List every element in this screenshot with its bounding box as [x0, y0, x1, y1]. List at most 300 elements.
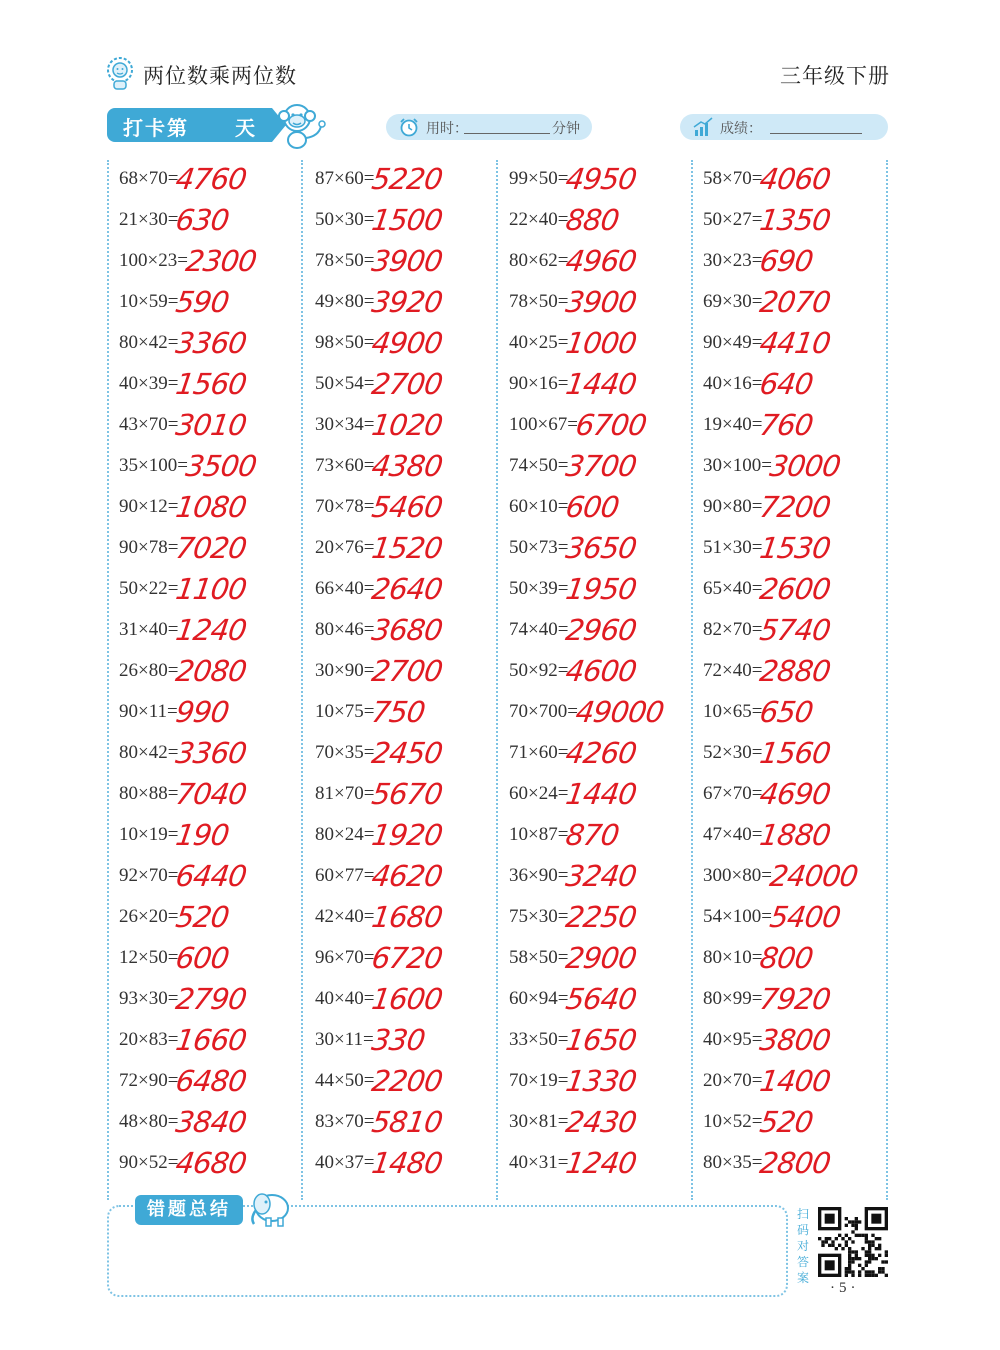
handwritten-answer[interactable]: 4950 [563, 162, 639, 196]
problem-item [691, 775, 886, 816]
handwritten-answer[interactable]: 1680 [369, 900, 445, 934]
problem-item [691, 693, 886, 734]
handwritten-answer[interactable]: 3800 [757, 1023, 833, 1057]
problem-expression: 98×50= [315, 332, 375, 353]
handwritten-answer[interactable]: 24000 [767, 859, 860, 893]
problem-item [107, 857, 302, 898]
handwritten-answer[interactable]: 1350 [757, 203, 833, 237]
problem-item [691, 242, 886, 283]
handwritten-answer[interactable]: 880 [563, 203, 621, 237]
problem-expression: 50×39= [509, 578, 569, 599]
handwritten-answer[interactable]: 6480 [173, 1064, 249, 1098]
problem-item [303, 693, 498, 734]
problem-expression: 40×39= [119, 373, 179, 394]
problem-expression: 60×77= [315, 865, 375, 886]
handwritten-answer[interactable]: 3680 [369, 613, 445, 647]
problem-expression: 30×100= [703, 455, 772, 476]
problem-expression: 51×30= [703, 537, 763, 558]
problem-expression: 50×27= [703, 209, 763, 230]
handwritten-answer[interactable]: 1080 [173, 490, 249, 524]
handwritten-answer[interactable]: 2430 [563, 1105, 639, 1139]
problem-item [107, 775, 302, 816]
problem-item [107, 201, 302, 242]
bar-chart-icon [692, 117, 714, 137]
handwritten-answer[interactable]: 2700 [369, 654, 445, 688]
problem-item [303, 939, 498, 980]
problem-item [107, 1021, 302, 1062]
problem-item [303, 529, 498, 570]
problem-item [107, 816, 302, 857]
problem-expression: 80×62= [509, 250, 569, 271]
problem-item [107, 406, 302, 447]
handwritten-answer[interactable]: 5740 [757, 613, 833, 647]
problem-expression: 60×10= [509, 496, 569, 517]
handwritten-answer[interactable]: 4410 [757, 326, 833, 360]
handwritten-answer[interactable]: 1650 [563, 1023, 639, 1057]
handwritten-answer[interactable]: 520 [757, 1105, 815, 1139]
handwritten-answer[interactable]: 3010 [173, 408, 249, 442]
handwritten-answer[interactable]: 2450 [369, 736, 445, 770]
handwritten-answer[interactable]: 4900 [369, 326, 445, 360]
problem-expression: 60×94= [509, 988, 569, 1009]
handwritten-answer[interactable]: 5220 [369, 162, 445, 196]
problem-expression: 300×80= [703, 865, 772, 886]
handwritten-answer[interactable]: 2790 [173, 982, 249, 1016]
handwritten-answer[interactable]: 1560 [173, 367, 249, 401]
handwritten-answer[interactable]: 590 [173, 285, 231, 319]
problem-item [107, 365, 302, 406]
checkin-label: 打卡第 [123, 116, 189, 140]
problem-expression: 80×46= [315, 619, 375, 640]
handwritten-answer[interactable]: 1500 [369, 203, 445, 237]
handwritten-answer[interactable]: 520 [173, 900, 231, 934]
problem-item [691, 652, 886, 693]
elephant-icon [246, 1188, 296, 1228]
handwritten-answer[interactable]: 3840 [173, 1105, 249, 1139]
problem-expression: 50×22= [119, 578, 179, 599]
handwritten-answer[interactable]: 1020 [369, 408, 445, 442]
problem-expression: 43×70= [119, 414, 179, 435]
handwritten-answer[interactable]: 2640 [369, 572, 445, 606]
handwritten-answer[interactable]: 870 [563, 818, 621, 852]
problem-item [497, 980, 692, 1021]
problem-item [303, 242, 498, 283]
problem-item [303, 1062, 498, 1103]
problem-expression: 48×80= [119, 1111, 179, 1132]
problem-expression: 22×40= [509, 209, 569, 230]
problem-expression: 10×65= [703, 701, 763, 722]
handwritten-answer[interactable]: 5640 [563, 982, 639, 1016]
problem-item [107, 570, 302, 611]
handwritten-answer[interactable]: 1400 [757, 1064, 833, 1098]
problem-expression: 21×30= [119, 209, 179, 230]
handwritten-answer[interactable]: 3360 [173, 326, 249, 360]
problem-item [497, 447, 692, 488]
problem-expression: 20×70= [703, 1070, 763, 1091]
handwritten-answer[interactable]: 1000 [563, 326, 639, 360]
problem-expression: 90×52= [119, 1152, 179, 1173]
problem-expression: 73×60= [315, 455, 375, 476]
handwritten-answer[interactable]: 2800 [757, 1146, 833, 1180]
problem-item [691, 406, 886, 447]
problem-item [497, 488, 692, 529]
problem-item [107, 242, 302, 283]
problem-expression: 100×67= [509, 414, 578, 435]
problem-item [303, 652, 498, 693]
problem-expression: 35×100= [119, 455, 188, 476]
problem-expression: 49×80= [315, 291, 375, 312]
problem-item [107, 611, 302, 652]
problem-item [497, 201, 692, 242]
problem-item [497, 898, 692, 939]
problem-expression: 80×42= [119, 742, 179, 763]
problem-item [303, 324, 498, 365]
problem-expression: 10×52= [703, 1111, 763, 1132]
handwritten-answer[interactable]: 4260 [563, 736, 639, 770]
handwritten-answer[interactable]: 600 [173, 941, 231, 975]
handwritten-answer[interactable]: 1240 [563, 1146, 639, 1180]
problem-item [303, 201, 498, 242]
handwritten-answer[interactable]: 6720 [369, 941, 445, 975]
time-unit: 分钟 [552, 121, 580, 137]
problem-item [497, 1144, 692, 1185]
handwritten-answer[interactable]: 650 [757, 695, 815, 729]
score-label: 成绩： [720, 121, 762, 137]
handwritten-answer[interactable]: 3900 [369, 244, 445, 278]
handwritten-answer[interactable]: 690 [757, 244, 815, 278]
problem-expression: 12×50= [119, 947, 179, 968]
handwritten-answer[interactable]: 1660 [173, 1023, 249, 1057]
problem-item [497, 1021, 692, 1062]
handwritten-answer[interactable]: 3900 [563, 285, 639, 319]
problem-expression: 26×20= [119, 906, 179, 927]
problem-expression: 10×75= [315, 701, 375, 722]
problem-expression: 90×78= [119, 537, 179, 558]
handwritten-answer[interactable]: 4380 [369, 449, 445, 483]
handwritten-answer[interactable]: 3360 [173, 736, 249, 770]
handwritten-answer[interactable]: 7920 [757, 982, 833, 1016]
problem-item [497, 693, 692, 734]
problem-item [303, 160, 498, 201]
problem-expression: 30×90= [315, 660, 375, 681]
problem-expression: 67×70= [703, 783, 763, 804]
problem-expression: 72×90= [119, 1070, 179, 1091]
handwritten-answer[interactable]: 600 [563, 490, 621, 524]
handwritten-answer[interactable]: 49000 [573, 695, 666, 729]
problem-expression: 52×30= [703, 742, 763, 763]
problem-item [303, 406, 498, 447]
problem-expression: 66×40= [315, 578, 375, 599]
problem-expression: 80×35= [703, 1152, 763, 1173]
problem-item [691, 939, 886, 980]
handwritten-answer[interactable]: 1440 [563, 367, 639, 401]
handwritten-answer[interactable]: 3700 [563, 449, 639, 483]
problem-expression: 60×24= [509, 783, 569, 804]
problem-expression: 80×24= [315, 824, 375, 845]
problem-expression: 80×42= [119, 332, 179, 353]
problem-item [691, 324, 886, 365]
problem-expression: 87×60= [315, 168, 375, 189]
problem-item [107, 447, 302, 488]
handwritten-answer[interactable]: 5670 [369, 777, 445, 811]
problem-expression: 10×87= [509, 824, 569, 845]
problem-expression: 74×50= [509, 455, 569, 476]
checkin-unit: 天 [235, 116, 255, 140]
problem-expression: 20×83= [119, 1029, 179, 1050]
lion-logo-icon [105, 56, 135, 90]
handwritten-answer[interactable]: 2880 [757, 654, 833, 688]
problem-expression: 42×40= [315, 906, 375, 927]
problem-item [691, 1062, 886, 1103]
handwritten-answer[interactable]: 640 [757, 367, 815, 401]
handwritten-answer[interactable]: 4960 [563, 244, 639, 278]
time-blank[interactable] [464, 133, 550, 134]
problem-item [691, 816, 886, 857]
problem-expression: 74×40= [509, 619, 569, 640]
score-field [680, 114, 888, 140]
problem-item [691, 447, 886, 488]
problem-expression: 70×78= [315, 496, 375, 517]
problem-expression: 96×70= [315, 947, 375, 968]
problem-expression: 80×99= [703, 988, 763, 1009]
problem-item [497, 283, 692, 324]
problem-item [497, 1103, 692, 1144]
handwritten-answer[interactable]: 1950 [563, 572, 639, 606]
handwritten-answer[interactable]: 6440 [173, 859, 249, 893]
handwritten-answer[interactable]: 2200 [369, 1064, 445, 1098]
problem-expression: 50×73= [509, 537, 569, 558]
problem-expression: 75×30= [509, 906, 569, 927]
problem-item [497, 570, 692, 611]
handwritten-answer[interactable]: 330 [369, 1023, 427, 1057]
problem-expression: 90×12= [119, 496, 179, 517]
problem-item [303, 570, 498, 611]
problem-expression: 100×23= [119, 250, 188, 271]
problem-item [497, 939, 692, 980]
handwritten-answer[interactable]: 5460 [369, 490, 445, 524]
problem-item [303, 775, 498, 816]
problem-expression: 40×25= [509, 332, 569, 353]
problem-item [303, 365, 498, 406]
handwritten-answer[interactable]: 4690 [757, 777, 833, 811]
problem-expression: 90×49= [703, 332, 763, 353]
qr-code-icon[interactable] [818, 1207, 888, 1277]
handwritten-answer[interactable]: 800 [757, 941, 815, 975]
problem-expression: 69×30= [703, 291, 763, 312]
handwritten-answer[interactable]: 3920 [369, 285, 445, 319]
problem-expression: 99×50= [509, 168, 569, 189]
problem-item [691, 283, 886, 324]
handwritten-answer[interactable]: 7020 [173, 531, 249, 565]
handwritten-answer[interactable]: 1560 [757, 736, 833, 770]
grade-label: 三年级下册 [780, 64, 890, 88]
problem-expression: 30×11= [315, 1029, 374, 1050]
problem-expression: 10×59= [119, 291, 179, 312]
problem-expression: 68×70= [119, 168, 179, 189]
problem-expression: 30×34= [315, 414, 375, 435]
page-header [105, 56, 890, 96]
checkin-badge [107, 108, 272, 142]
problem-expression: 40×40= [315, 988, 375, 1009]
problem-item [691, 857, 886, 898]
problem-expression: 72×40= [703, 660, 763, 681]
problem-expression: 90×11= [119, 701, 178, 722]
problem-expression: 50×92= [509, 660, 569, 681]
problem-expression: 71×60= [509, 742, 569, 763]
alarm-clock-icon [398, 117, 420, 137]
handwritten-answer[interactable]: 2960 [563, 613, 639, 647]
handwritten-answer[interactable]: 1600 [369, 982, 445, 1016]
problem-item [303, 734, 498, 775]
handwritten-answer[interactable]: 1330 [563, 1064, 639, 1098]
problem-item [691, 734, 886, 775]
problem-item [303, 816, 498, 857]
problem-expression: 47×40= [703, 824, 763, 845]
handwritten-answer[interactable]: 2700 [369, 367, 445, 401]
handwritten-answer[interactable]: 5400 [767, 900, 843, 934]
handwritten-answer[interactable]: 760 [757, 408, 815, 442]
page-title: 两位数乘两位数 [143, 64, 297, 88]
problem-expression: 54×100= [703, 906, 772, 927]
handwritten-answer[interactable]: 3650 [563, 531, 639, 565]
problem-expression: 40×95= [703, 1029, 763, 1050]
problem-expression: 50×30= [315, 209, 375, 230]
problem-item [107, 980, 302, 1021]
problem-expression: 80×88= [119, 783, 179, 804]
problem-item [107, 324, 302, 365]
handwritten-answer[interactable]: 630 [173, 203, 231, 237]
score-blank[interactable] [770, 133, 862, 134]
problem-item [691, 529, 886, 570]
handwritten-answer[interactable]: 1100 [173, 572, 249, 606]
page-number: ·5· [830, 1280, 860, 1296]
time-field [386, 114, 592, 140]
problem-expression: 58×70= [703, 168, 763, 189]
problem-item [107, 734, 302, 775]
problem-item [107, 283, 302, 324]
handwritten-answer[interactable]: 4760 [173, 162, 249, 196]
problem-item [691, 611, 886, 652]
handwritten-answer[interactable]: 1480 [369, 1146, 445, 1180]
problem-item [497, 324, 692, 365]
handwritten-answer[interactable]: 4620 [369, 859, 445, 893]
problem-item [497, 734, 692, 775]
problem-item [691, 1021, 886, 1062]
problem-expression: 30×23= [703, 250, 763, 271]
problem-item [107, 488, 302, 529]
monkey-icon [275, 100, 329, 150]
problem-expression: 40×31= [509, 1152, 569, 1173]
handwritten-answer[interactable]: 750 [369, 695, 427, 729]
problem-expression: 36×90= [509, 865, 569, 886]
handwritten-answer[interactable]: 2080 [173, 654, 249, 688]
problem-item [691, 365, 886, 406]
problem-expression: 92×70= [119, 865, 179, 886]
problem-item [691, 160, 886, 201]
problem-item [497, 652, 692, 693]
handwritten-answer[interactable]: 1240 [173, 613, 249, 647]
problem-item [691, 1103, 886, 1144]
scan-label: 扫码对答案 [797, 1207, 810, 1285]
handwritten-answer[interactable]: 3240 [563, 859, 639, 893]
problem-expression: 50×54= [315, 373, 375, 394]
problem-item [497, 775, 692, 816]
handwritten-answer[interactable]: 4680 [173, 1146, 249, 1180]
problem-expression: 33×50= [509, 1029, 569, 1050]
handwritten-answer[interactable]: 2250 [563, 900, 639, 934]
problem-item [303, 1144, 498, 1185]
handwritten-answer[interactable]: 1880 [757, 818, 833, 852]
problem-item [303, 611, 498, 652]
problem-item [497, 857, 692, 898]
problem-expression: 19×40= [703, 414, 763, 435]
problem-expression: 70×700= [509, 701, 578, 722]
problem-item [691, 201, 886, 242]
problem-item [691, 898, 886, 939]
problem-item [107, 652, 302, 693]
problem-expression: 31×40= [119, 619, 179, 640]
time-label: 用时： [426, 121, 468, 137]
problem-item [497, 611, 692, 652]
handwritten-answer[interactable]: 3000 [767, 449, 843, 483]
problem-item [107, 160, 302, 201]
handwritten-answer[interactable]: 2600 [757, 572, 833, 606]
problem-item [303, 1021, 498, 1062]
handwritten-answer[interactable]: 190 [173, 818, 231, 852]
problem-item [497, 365, 692, 406]
handwritten-answer[interactable]: 7200 [757, 490, 833, 524]
problem-expression: 81×70= [315, 783, 375, 804]
problem-item [107, 529, 302, 570]
handwritten-answer[interactable]: 6700 [573, 408, 649, 442]
handwritten-answer[interactable]: 4600 [563, 654, 639, 688]
problem-item [107, 1103, 302, 1144]
problem-item [691, 488, 886, 529]
handwritten-answer[interactable]: 1920 [369, 818, 445, 852]
problem-item [497, 816, 692, 857]
problem-item [497, 529, 692, 570]
handwritten-answer[interactable]: 3500 [183, 449, 259, 483]
problem-item [691, 570, 886, 611]
handwritten-answer[interactable]: 990 [173, 695, 231, 729]
handwritten-answer[interactable]: 1440 [563, 777, 639, 811]
problem-item [303, 1103, 498, 1144]
problem-expression: 83×70= [315, 1111, 375, 1132]
problem-expression: 82×70= [703, 619, 763, 640]
handwritten-answer[interactable]: 5810 [369, 1105, 445, 1139]
mistake-review-label: 错题总结 [135, 1195, 243, 1225]
problem-item [107, 1144, 302, 1185]
problem-expression: 78×50= [509, 291, 569, 312]
handwritten-answer[interactable]: 2300 [183, 244, 259, 278]
problem-item [303, 447, 498, 488]
handwritten-answer[interactable]: 2900 [563, 941, 639, 975]
handwritten-answer[interactable]: 1530 [757, 531, 833, 565]
handwritten-answer[interactable]: 1520 [369, 531, 445, 565]
handwritten-answer[interactable]: 2070 [757, 285, 833, 319]
problem-item [497, 1062, 692, 1103]
problem-expression: 30×81= [509, 1111, 569, 1132]
handwritten-answer[interactable]: 7040 [173, 777, 249, 811]
problem-item [497, 242, 692, 283]
handwritten-answer[interactable]: 4060 [757, 162, 833, 196]
problem-expression: 40×16= [703, 373, 763, 394]
problem-expression: 80×10= [703, 947, 763, 968]
problem-item [691, 1144, 886, 1185]
problem-expression: 90×80= [703, 496, 763, 517]
problem-expression: 40×37= [315, 1152, 375, 1173]
problem-expression: 78×50= [315, 250, 375, 271]
